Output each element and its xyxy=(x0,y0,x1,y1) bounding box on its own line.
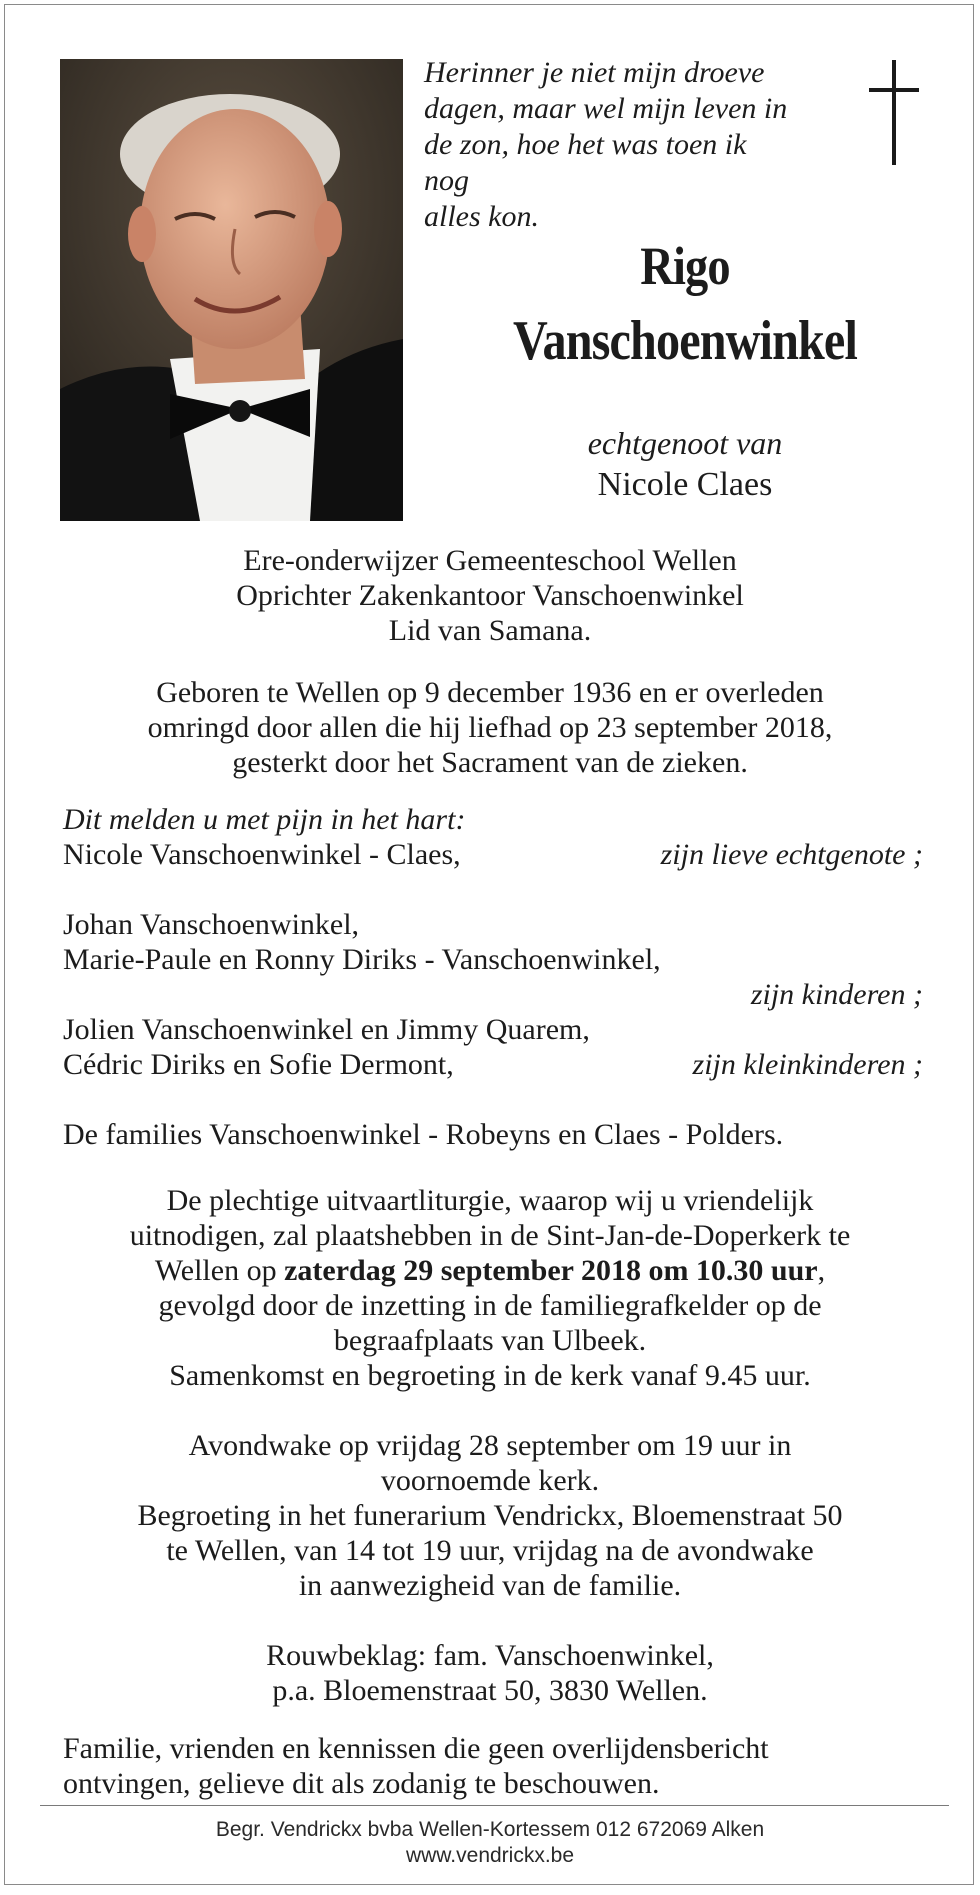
family-announcement xyxy=(63,802,923,1152)
grandchild-entry-last xyxy=(63,1047,923,1082)
wake-line: voornoemde kerk. xyxy=(380,1464,600,1497)
child-entry: Marie-Paule en Ronny Diriks - Vanschoenwinkel, xyxy=(63,943,661,976)
funeral-line: gevolgd door de inzetting in de familiegrafkelder op de xyxy=(158,1289,822,1322)
grandchild-name: Cédric Diriks en Sofie Dermont, xyxy=(63,1048,454,1081)
announcement-intro: Dit melden u met pijn in het hart: xyxy=(63,803,466,836)
spouse-name: Nicole Claes xyxy=(597,466,773,503)
spouse-entry-name: Nicole Vanschoenwinkel - Claes, xyxy=(63,838,461,871)
spacer xyxy=(63,1082,923,1117)
spacer xyxy=(63,872,923,907)
funeral-line: De plechtige uitvaartliturgie, waarop wij u vriendelijk xyxy=(166,1184,814,1217)
closing-note xyxy=(63,1731,943,1801)
title-line: Lid van Samana. xyxy=(388,614,592,647)
funeral-date: zaterdag 29 september 2018 om 10.30 uur xyxy=(284,1254,818,1287)
wake-line: Avondwake op vrijdag 28 september om 19 uur in xyxy=(188,1429,792,1462)
spouse-label: echtgenoot van xyxy=(587,425,783,461)
footer-divider xyxy=(40,1805,949,1806)
portrait-photo xyxy=(60,59,403,521)
funeral-line: begraafplaats van Ulbeek. xyxy=(333,1324,647,1357)
children-role: zijn kinderen ; xyxy=(750,978,923,1011)
condolence-address xyxy=(45,1638,935,1708)
poem-line: alles kon. xyxy=(424,200,539,233)
families-line: De families Vanschoenwinkel - Robeyns en Claes - Polders. xyxy=(63,1118,784,1151)
titles-block xyxy=(45,543,935,648)
title-line: Oprichter Zakenkantoor Vanschoenwinkel xyxy=(236,579,744,612)
poem-line: de zon, hoe het was toen ik nog xyxy=(424,128,747,197)
birth-death-line: gesterkt door het Sacrament van de zieken. xyxy=(232,746,748,779)
title-line: Ere-onderwijzer Gemeenteschool Wellen xyxy=(243,544,737,577)
wake-line: Begroeting in het funerarium Vendrickx, Bloemenstraat 50 xyxy=(137,1499,843,1532)
deceased-last-name: Vanschoenwinkel xyxy=(513,310,857,372)
funeral-date-suffix: , xyxy=(817,1254,826,1287)
cross-icon xyxy=(865,60,925,165)
poem-line: Herinner je niet mijn droeve xyxy=(424,56,765,89)
website-link[interactable]: www.vendrickx.be xyxy=(405,1844,575,1867)
death-notice xyxy=(4,4,974,1885)
birth-death-line: omringd door allen die hij liefhad op 23 september 2018, xyxy=(147,711,833,744)
deceased-first-name: Rigo xyxy=(640,236,730,296)
funeral-date-line xyxy=(45,1253,935,1288)
poem-line: dagen, maar wel mijn leven in xyxy=(424,92,788,125)
children-role-line xyxy=(63,977,923,1012)
funeral-date-prefix: Wellen op xyxy=(154,1254,285,1287)
closing-line: ontvingen, gelieve dit als zodanig te beschouwen. xyxy=(63,1767,660,1800)
footer xyxy=(45,1817,935,1869)
grandchildren-role: zijn kleinkinderen ; xyxy=(692,1048,923,1081)
birth-death-line: Geboren te Wellen op 9 december 1936 en er overleden xyxy=(156,676,824,709)
birth-death-block xyxy=(45,675,935,780)
condolence-line: p.a. Bloemenstraat 50, 3830 Wellen. xyxy=(272,1674,708,1707)
funeral-details xyxy=(45,1183,935,1393)
wake-line: in aanwezigheid van de familie. xyxy=(298,1569,682,1602)
spouse-entry xyxy=(63,837,923,872)
condolence-line: Rouwbeklag: fam. Vanschoenwinkel, xyxy=(266,1639,714,1672)
wake-line: te Wellen, van 14 tot 19 uur, vrijdag na de avondwake xyxy=(166,1534,814,1567)
portrait-image xyxy=(60,59,403,521)
funeral-line: Samenkomst en begroeting in de kerk vanaf 9.45 uur. xyxy=(169,1359,811,1392)
spouse-entry-role: zijn lieve echtgenote ; xyxy=(660,838,923,871)
memorial-poem xyxy=(424,55,794,235)
closing-line: Familie, vrienden en kennissen die geen overlijdensbericht xyxy=(63,1732,769,1765)
grandchild-entry: Jolien Vanschoenwinkel en Jimmy Quarem, xyxy=(63,1013,590,1046)
funeral-line: uitnodigen, zal plaatshebben in de Sint-Jan-de-Doperkerk te xyxy=(129,1219,851,1252)
undertaker-info: Begr. Vendrickx bvba Wellen-Kortessem 012 672069 Alken xyxy=(215,1818,765,1841)
child-entry: Johan Vanschoenwinkel, xyxy=(63,908,360,941)
wake-details xyxy=(45,1428,935,1603)
